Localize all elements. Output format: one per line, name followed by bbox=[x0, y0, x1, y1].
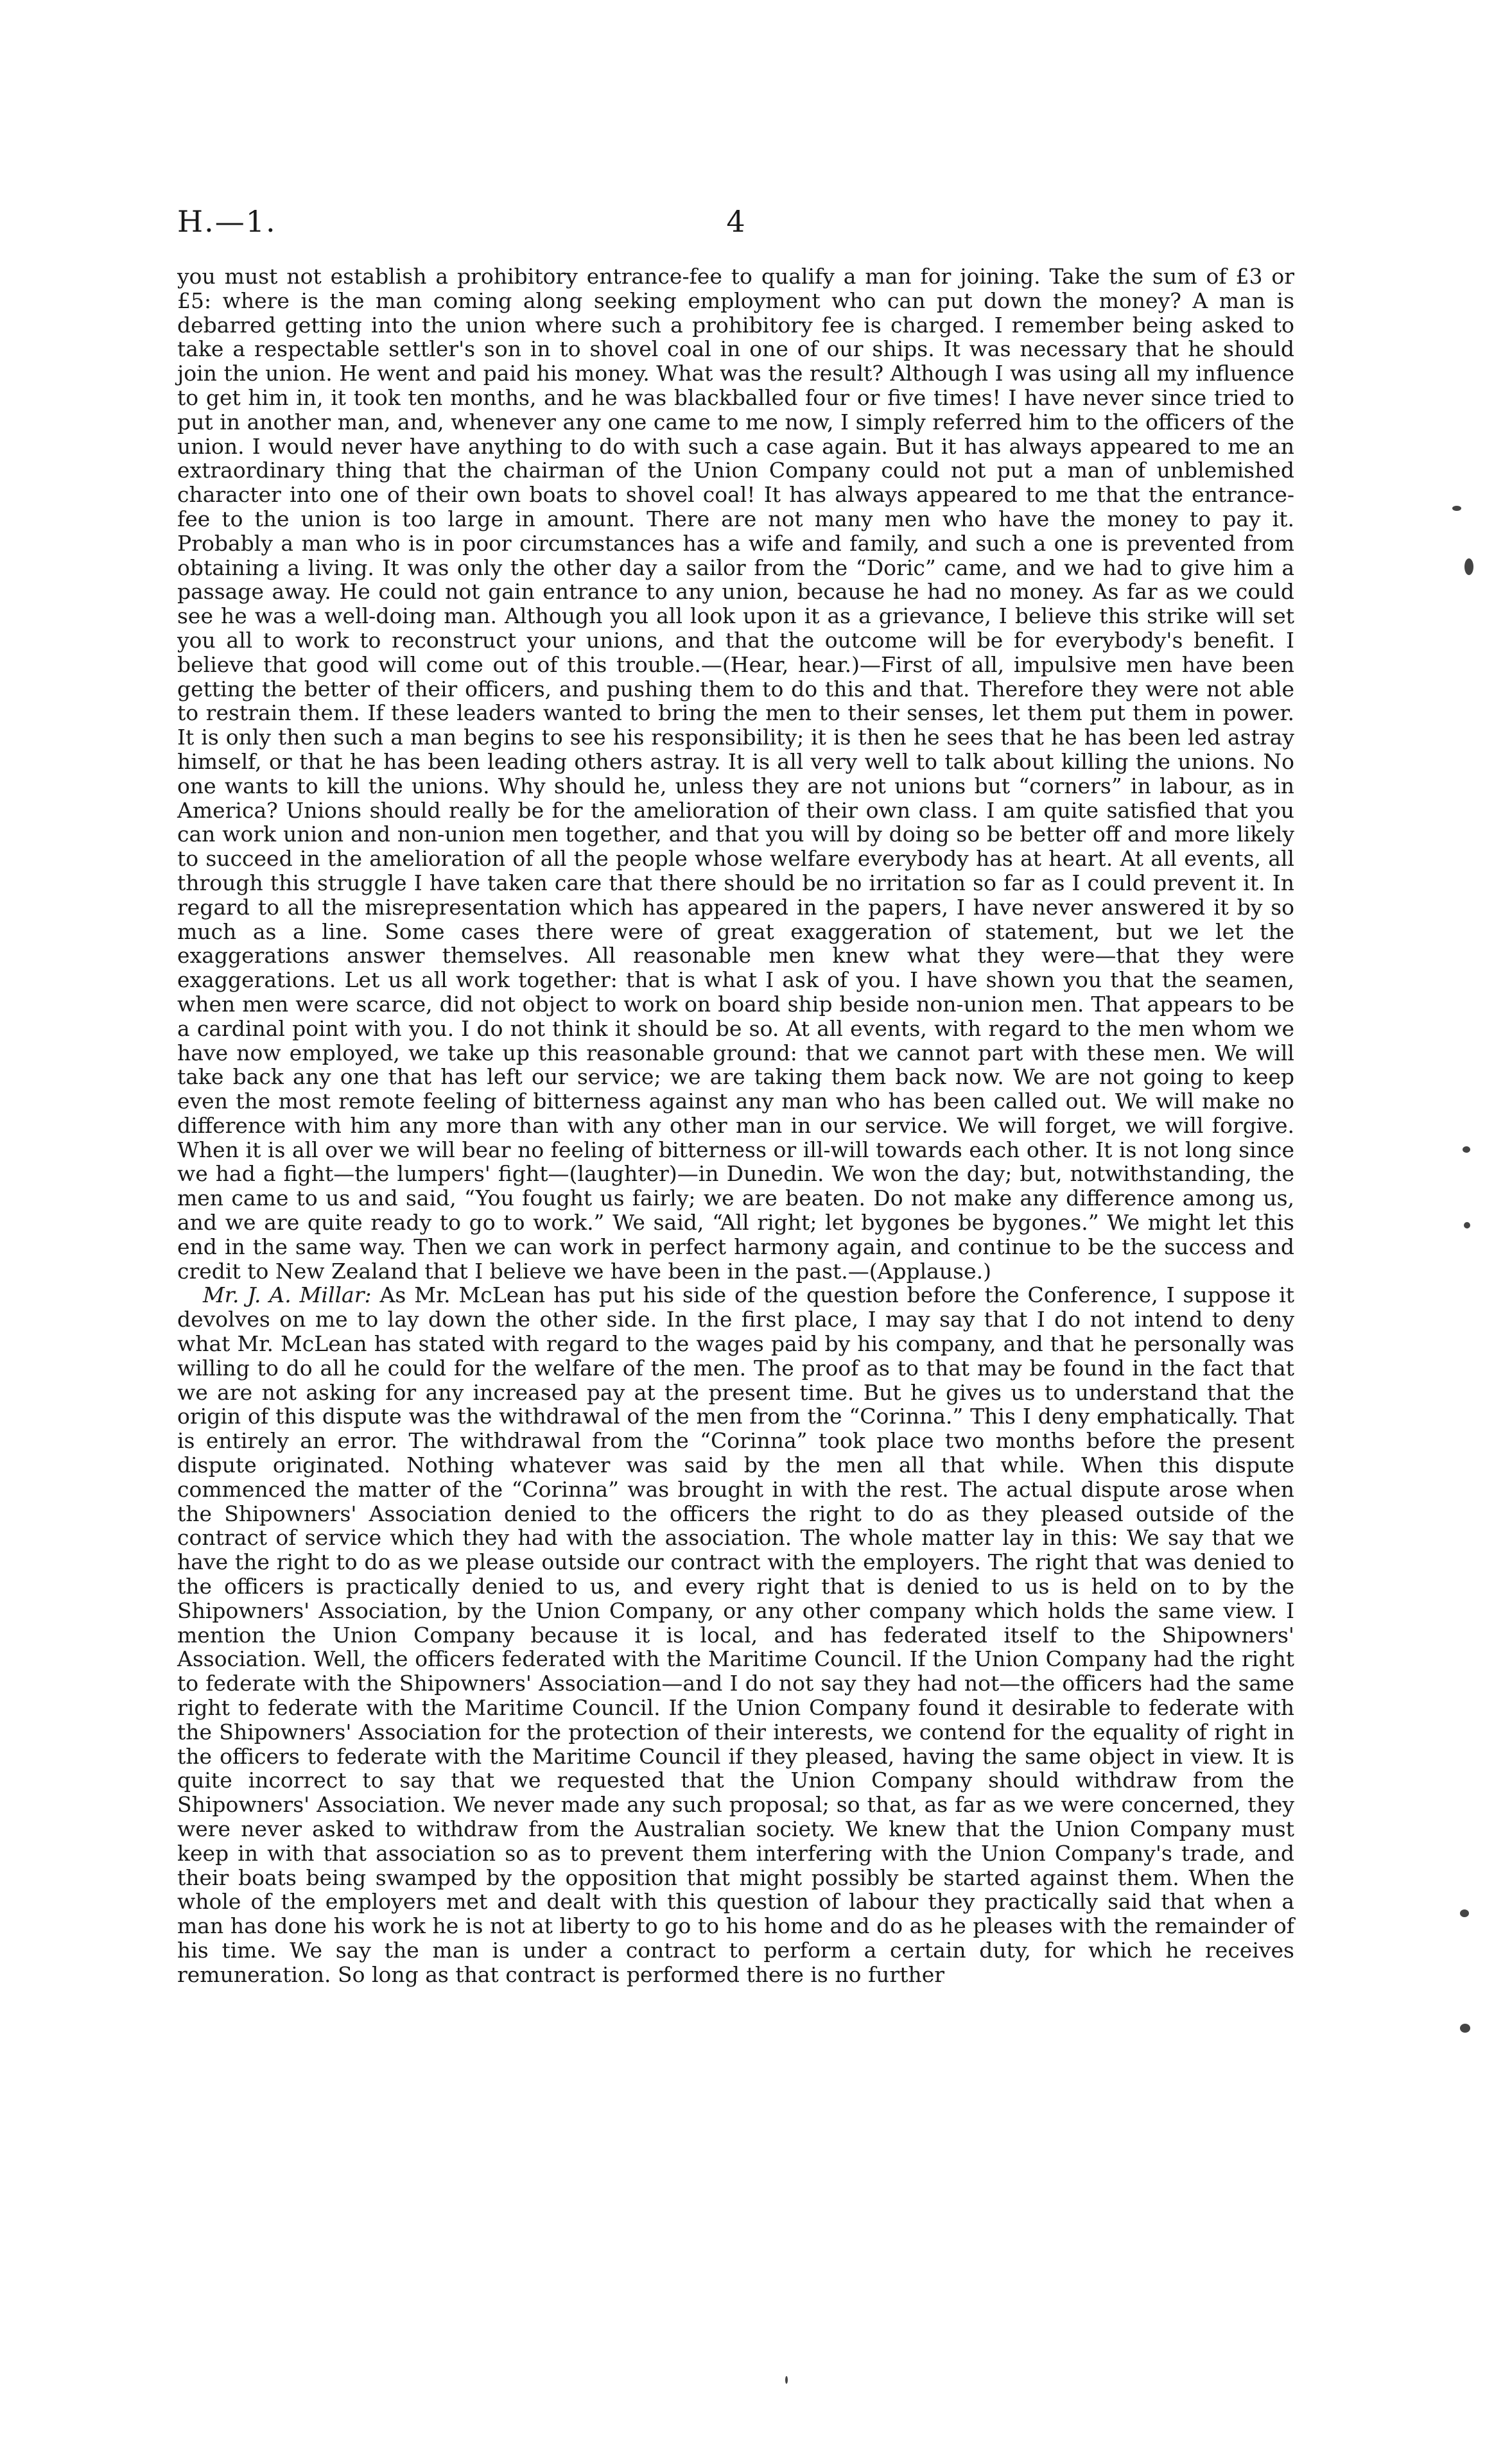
page-header bbox=[177, 204, 1294, 243]
speaker-name: Mr. J. A. Millar: bbox=[203, 1282, 372, 1308]
margin-speck bbox=[785, 2376, 788, 2384]
margin-speck bbox=[1452, 506, 1461, 511]
margin-speck bbox=[1460, 2024, 1470, 2033]
paragraph-millar bbox=[177, 1283, 1294, 1986]
document-reference: H.—1. bbox=[177, 204, 277, 239]
margin-speck bbox=[1464, 558, 1473, 575]
paragraph-text: you must not establish a prohibitory entrance-fee to qualify a man for joining. Take the sum of £3 or £5: where is the man coming along seeking employment who can put down the money? A man is debarred getting into the union where such a prohibitory fee is charged. I remember being asked to take a respectable settler's son in to shovel coal in one of our ships. It was necessary that he should join the union. He went and paid his money. What was the result? Although I was using all my influence to get him in, it took ten months, and he was blackballed four or five times! I have never since tried to put in another man, and, whenever any one came to me now, I simply referred him to the officers of the union. I would never have anything to do with such a case again. But it has always appeared to me an extraordinary thing that the chairman of the Union Company could not put a man of unblemished character into one of their own boats to shovel coal! It has always appeared to me that the entrance-fee to the union is too large in amount. There are not many men who have the money to pay it. Probably a man who is in poor circumstances has a wife and family, and such a one is prevented from obtaining a living. It was only the other day a sailor from the “Doric” came, and we had to give him a passage away. He could not gain entrance to any union, because he had no money. As far as we could see he was a well-doing man. Although you all look upon it as a grievance, I believe this strike will set you all to work to reconstruct your unions, and that the outcome will be for everybody's benefit. I believe that good will come out of this trouble.—(Hear, hear.)—First of all, impulsive men have been getting the better of their officers, and pushing them to do this and that. Therefore they were not able to restrain them. If these leaders wanted to bring the men to their senses, let them put them in power. It is only then such a man begins to see his responsibility; it is then he sees that he has been led astray himself, or that he has been leading others astray. It is all very well to talk about killing the unions. No one wants to kill the unions. Why should he, unless they are not unions but “corners” in labour, as in America? Unions should really be for the amelioration of their own class. I am quite satisfied that you can work union and non-union men together, and that you will by doing so be better off and more likely to succeed in the amelioration of all the people whose welfare everybody has at heart. At all events, all through this struggle I have taken care that there should be no irritation so far as I could prevent it. In regard to all the misrepresentation which has appeared in the papers, I have never answered it by so much as a line. Some cases there were of great exaggeration of statement, but we let the exaggerations answer themselves. All reasonable men knew what they were—that they were exaggerations. Let us all work together: that is what I ask of you. I have shown you that the seamen, when men were scarce, did not object to work on board ship beside non-union men. That appears to be a cardinal point with you. I do not think it should be so. At all events, with regard to the men whom we have now employed, we take up this reasonable ground: that we cannot part with these men. We will take back any one that has left our service; we are taking them back now. We are not going to keep even the most remote feeling of bitterness against any man who has been called out. We will make no difference with him any more than with any other man in our service. We will forget, we will forgive. When it is all over we will bear no feeling of bitterness or ill-will towards each other. It is not long since we had a fight—the lumpers' fight—(laughter)—in Dunedin. We won the day; but, notwithstanding, the men came to us and said, “You fought us fairly; we are beaten. Do not make any difference among us, and we are quite ready to go to work.” We said, “All right; let bygones be bygones.” We might let this end in the same way. Then we can work in perfect harmony again, and continue to be the success and credit to New Zealand that I believe we have been in the past.—(Applause.) bbox=[177, 264, 1294, 1284]
paragraph-mclean-continued bbox=[177, 264, 1294, 1283]
margin-speck bbox=[1463, 1146, 1470, 1153]
text-body bbox=[177, 264, 1294, 1987]
margin-speck bbox=[1464, 1222, 1470, 1228]
margin-speck bbox=[1460, 1909, 1469, 1917]
page-number: 4 bbox=[726, 204, 745, 239]
paragraph-text: As Mr. McLean has put his side of the question before the Conference, I suppose it devolves on me to lay down the other side. In the first place, I may say that I do not intend to deny what Mr. McLean has stated with regard to the wages paid by his company, and that he personally was willing to do all he could for the welfare of the men. The proof as to that may be found in the fact that we are not asking for any increased pay at the present time. But he gives us to understand that the origin of this dispute was the withdrawal of the men from the “Corinna.” This I deny emphatically. That is entirely an error. The withdrawal from the “Corinna” took place two months before the present dispute originated. Nothing whatever was said by the men all that while. When this dispute commenced the matter of the “Corinna” was brought in with the rest. The actual dispute arose when the Shipowners' Association denied to the officers the right to do as they pleased outside of the contract of service which they had with the association. The whole matter lay in this: We say that we have the right to do as we please outside our contract with the employers. The right that was denied to the officers is practically denied to us, and every right that is denied to us is held on to by the Shipowners' Association, by the Union Company, or any other company which holds the same view. I mention the Union Company because it is local, and has federated itself to the Shipowners' Association. Well, the officers federated with the Maritime Council. If the Union Company had the right to federate with the Shipowners' Association—and I do not say they had not—the officers had the same right to federate with the Maritime Council. If the Union Company found it desirable to federate with the Shipowners' Association for the protection of their interests, we contend for the equality of right in the officers to federate with the Maritime Council if they pleased, having the same object in view. It is quite incorrect to say that we requested that the Union Company should withdraw from the Shipowners' Association. We never made any such proposal; so that, as far as we were concerned, they were never asked to withdraw from the Australian society. We knew that the Union Company must keep in with that association so as to prevent them interfering with the Union Company's trade, and their boats being swamped by the opposition that might possibly be started against them. When the whole of the employers met and dealt with this question of labour they practically said that when a man has done his work he is not at liberty to go to his home and do as he pleases with the remainder of his time. We say the man is under a contract to perform a certain duty, for which he receives remuneration. So long as that contract is performed there is no further bbox=[177, 1282, 1294, 1987]
